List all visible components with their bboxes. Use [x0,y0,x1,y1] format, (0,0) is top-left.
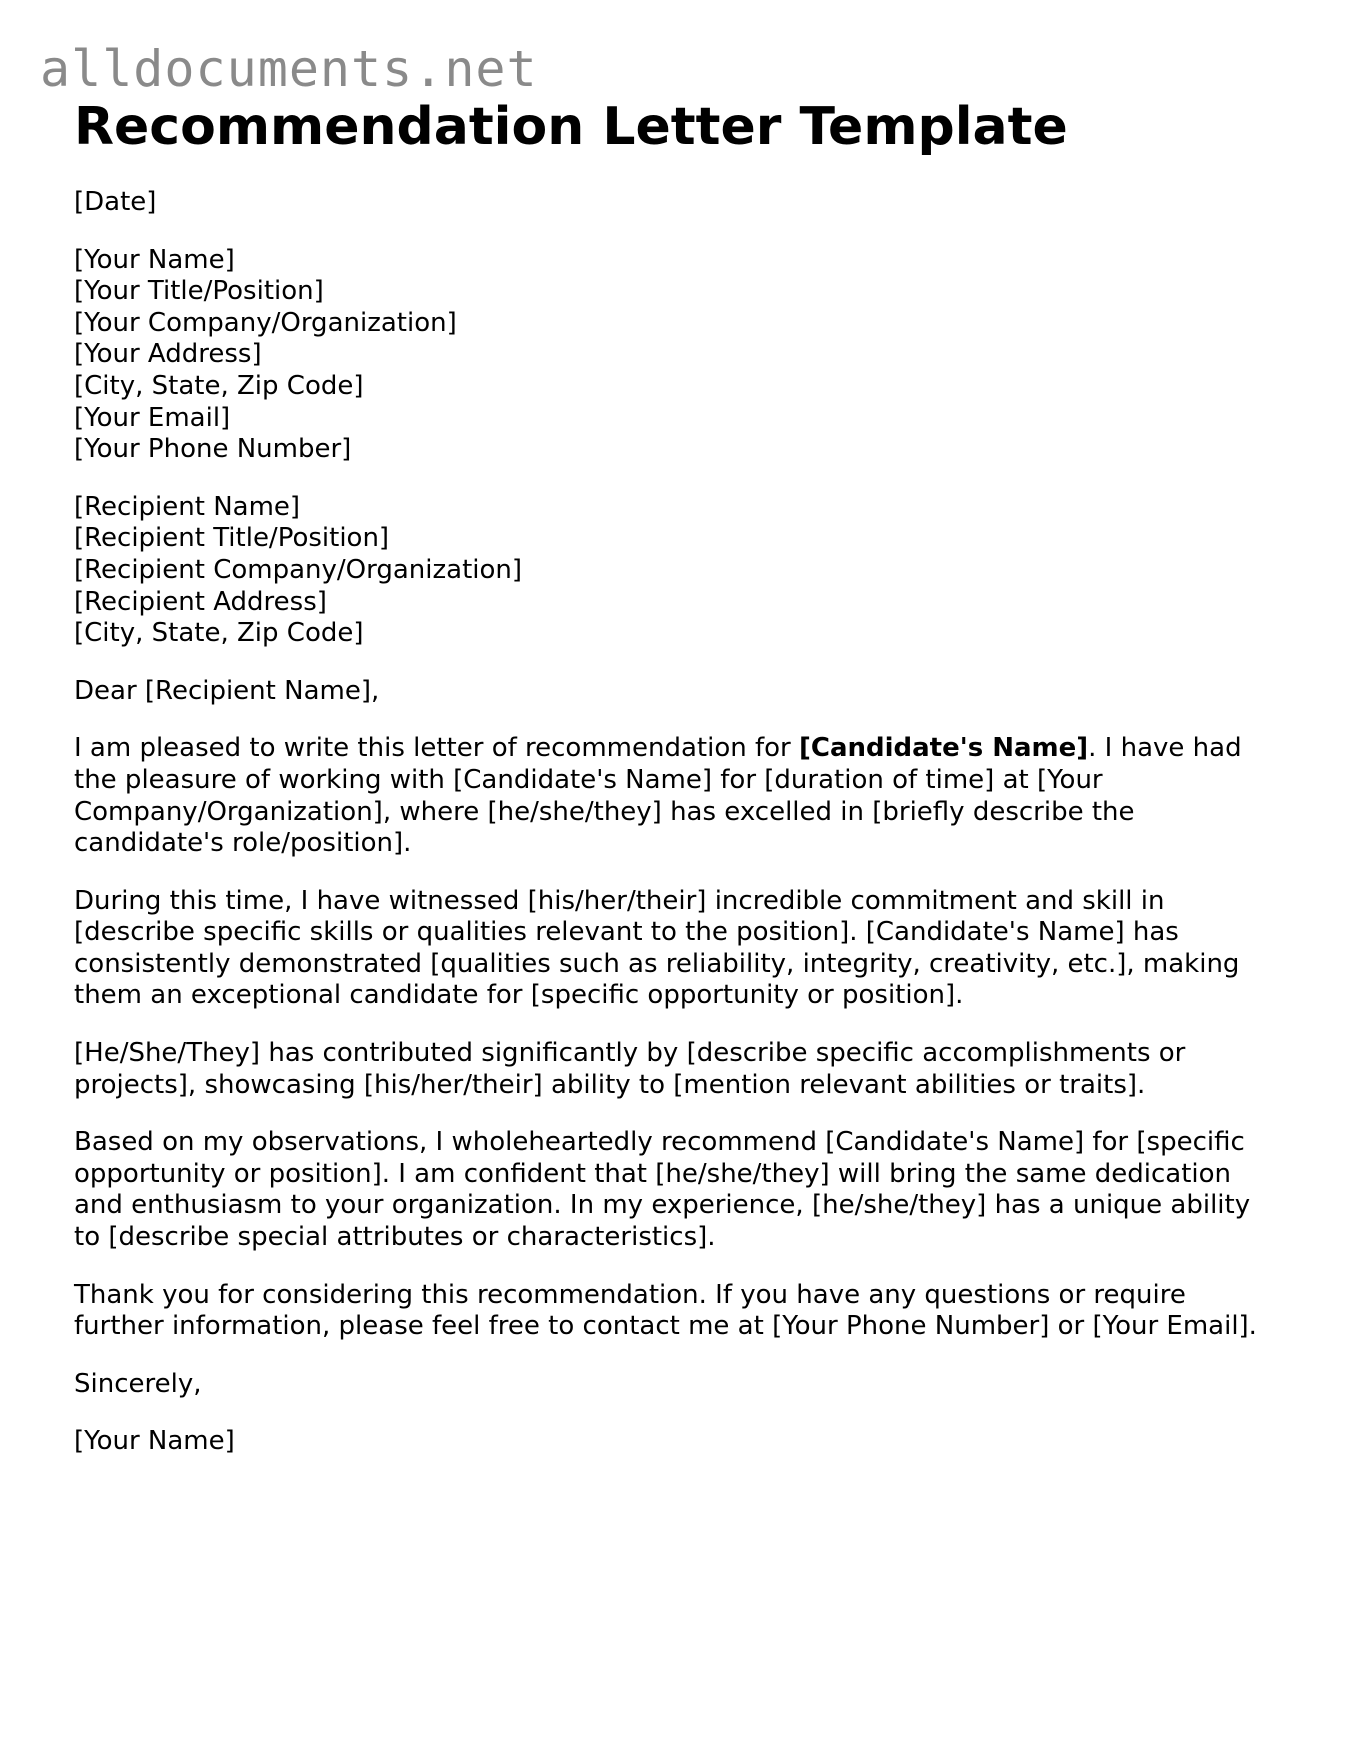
paragraph-recommendation: Based on my observations, I wholeheartedly recommend [Candidate's Name] for [specific opportunity or position]. I am confident that [he/she/they] will bring the same dedication and enthusiasm to your organization. In my experience, [he/she/they] has a unique ability to [describe special attributes or characteristics]. [74,1127,1251,1253]
sender-address: [Your Address] [74,339,262,370]
sender-name: [Your Name] [74,244,235,275]
paragraph-intro-rest: . I have had the pleasure of working with [Candidate's Name] for [duration of time] at [Your Company/Organization], where [he/she/they] has excelled in [briefly describe the candidate's role/position]. [74,733,1242,859]
paragraph-intro-lead: I am pleased to write this letter of recommendation for [74,733,799,764]
sender-phone: [Your Phone Number] [74,434,352,465]
salutation: Dear [Recipient Name], [74,675,380,706]
sender-city: [City, State, Zip Code] [74,370,364,401]
candidate-name-bold: [Candidate's Name] [798,733,1089,764]
sender-email: [Your Email] [74,402,231,433]
sender-title: [Your Title/Position] [74,276,324,307]
recipient-address: [Recipient Address] [74,586,327,617]
recipient-company: [Recipient Company/Organization] [74,554,523,585]
recipient-city: [City, State, Zip Code] [74,618,364,649]
sender-company: [Your Company/Organization] [74,307,457,338]
site-watermark: alldocuments.net [40,40,538,98]
paragraph-skills: During this time, I have witnessed [his/her/their] incredible commitment and skill in [describe specific skills or qualities relevant to the position]. [Candidate's Name] has consistently demonstrated [qualities such as reliability, integrity, creativity, etc.], making them an exceptional candidate for [specific opportunity or position]. [74,885,1240,1011]
recipient-name: [Recipient Name] [74,491,301,522]
letter-page [74,92,1274,1458]
document-title: Recommendation Letter Template [74,97,1068,157]
recipient-address-block [74,492,1274,650]
paragraph-thanks: Thank you for considering this recommendation. If you have any questions or require further information, please feel free to contact me at [Your Phone Number] or [Your Email]. [74,1279,1257,1342]
paragraph-contributions: [He/She/They] has contributed significantly by [describe specific accomplishments or projects], showcasing [his/her/their] ability to [mention relevant abilities or traits]. [74,1038,1186,1100]
paragraph-intro [74,733,1274,859]
letter-date: [Date] [74,187,157,217]
signature-name: [Your Name] [74,1426,235,1457]
sender-address-block [74,245,1274,466]
closing: Sincerely, [74,1368,202,1399]
recipient-title: [Recipient Title/Position] [74,523,390,554]
